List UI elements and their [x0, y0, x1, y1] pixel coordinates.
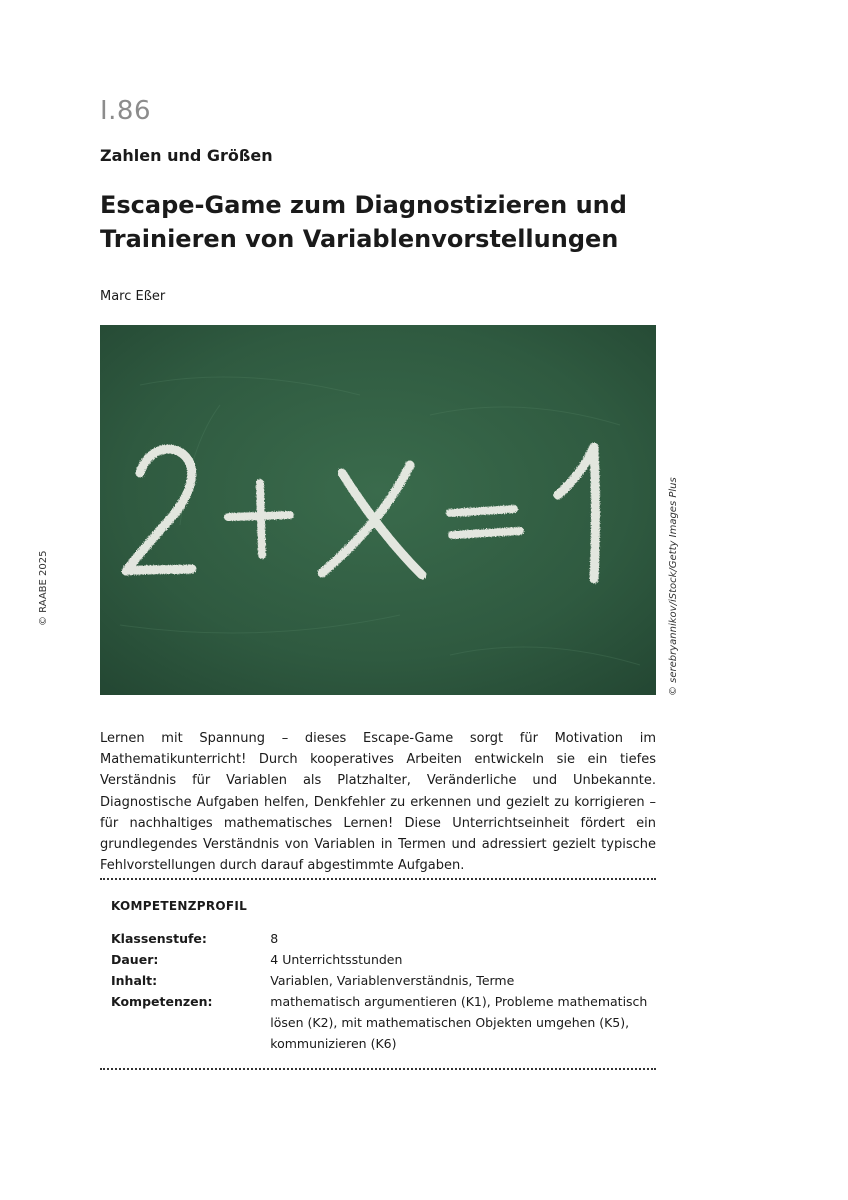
topic-heading: Zahlen und Größen: [100, 146, 273, 165]
intro-paragraph: Lernen mit Spannung – dieses Escape-Game sorgt für Motivation im Mathematikunterricht! Durch kooperatives Arbeiten entwickeln sie ein tiefes Verständnis für Variablen als Platzhalter, Veränderliche und Unbekannte. Diagnostische Aufgaben helfen, Denkfehler zu erkennen und gezielt zu korrigieren – für nachhaltiges mathematisches Lernen! Diese Unterrichtseinheit fördert ein grundlegendes Verständnis von Variablen in Termen und adressiert gezielt typische Fehlvorstellungen durch darauf abgestimmte Aufgaben.: [100, 731, 656, 874]
divider-bottom: [100, 1068, 656, 1070]
row-label: Kompetenzen:: [111, 994, 213, 1009]
table-row: [111, 949, 651, 970]
row-value: 4 Unterrichtsstunden: [270, 952, 403, 967]
author: Marc Eßer: [100, 289, 166, 304]
row-value: 8: [270, 931, 279, 946]
chalkboard-image: [100, 325, 656, 695]
divider-top: [100, 878, 656, 880]
row-value: Variablen, Variablenverständnis, Terme: [270, 973, 515, 988]
table-row: [111, 928, 651, 949]
row-value: mathematisch argumentieren (K1), Probleme mathematisch lösen (K2), mit mathematischen Objekten umgehen (K5), kommunizieren (K6): [270, 994, 648, 1051]
section-number: I.86: [100, 96, 152, 126]
table-row: [111, 991, 651, 1054]
row-label: Inhalt:: [111, 973, 158, 988]
row-label: Dauer:: [111, 952, 159, 967]
page-title: Escape-Game zum Diagnostizieren und Trainieren von Variablenvorstellungen: [100, 191, 627, 253]
row-label: Klassenstufe:: [111, 931, 207, 946]
kompetenzprofil-heading: KOMPETENZPROFIL: [111, 899, 248, 913]
photo-credit: © serebryannikov/iStock/Getty Images Plus: [668, 477, 679, 696]
copyright-notice: © RAABE 2025: [38, 550, 49, 626]
table-row: [111, 970, 651, 991]
kompetenzprofil-table: [111, 928, 651, 1054]
